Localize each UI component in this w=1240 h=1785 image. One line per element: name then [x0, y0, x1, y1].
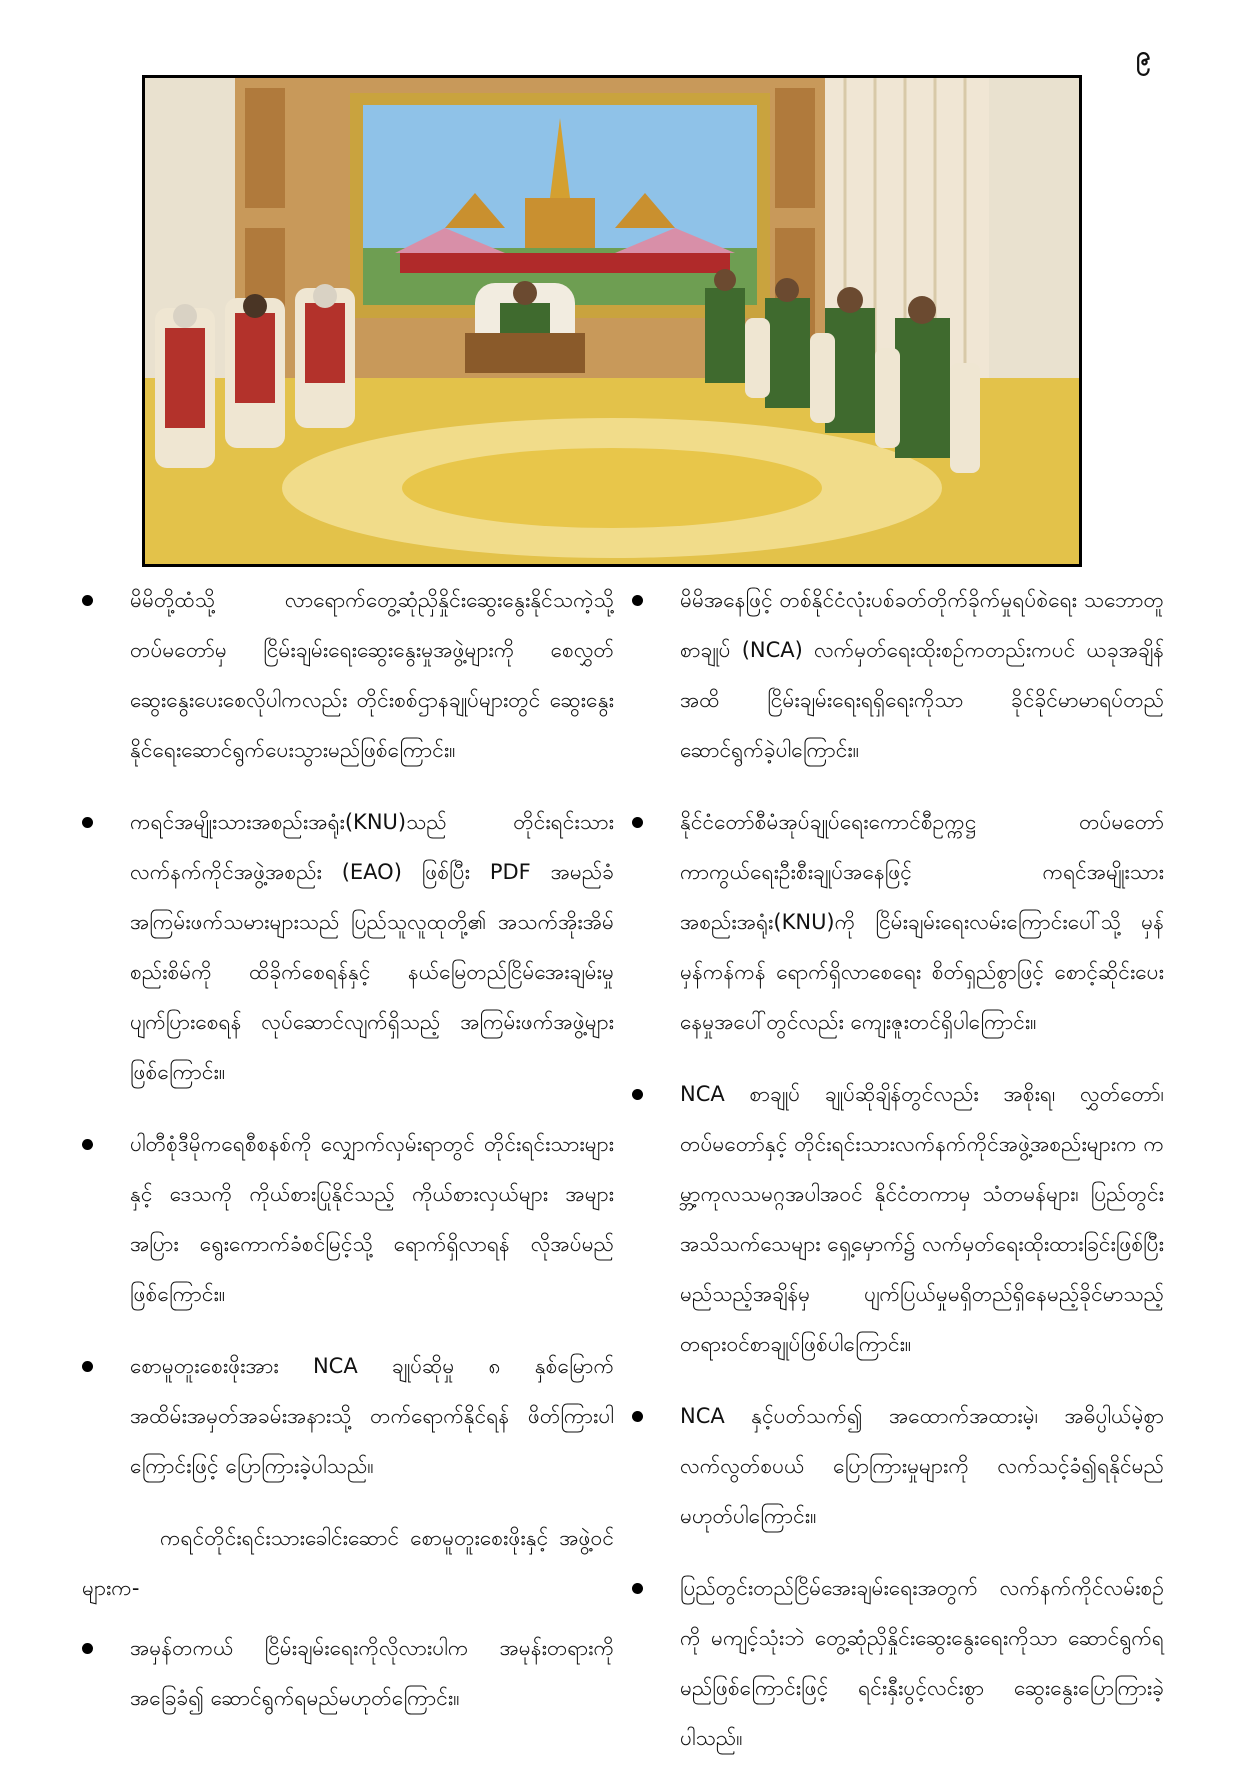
meeting-illustration [145, 78, 1079, 564]
bullet-icon [632, 1411, 643, 1422]
bullet-icon [82, 1361, 93, 1372]
bullet-icon [632, 1089, 643, 1100]
page-number: ၉ [1136, 41, 1151, 71]
list-item: မိမိအနေဖြင့် တစ်နိုင်ငံလုံးပစ်ခတ်တိုက်ခိုက်မှုရပ်စဲရေး သဘောတူစာချုပ် (NCA) လက်မှတ်ရေးထိုးစဉ်ကတည်းကပင် ယခုအချိန်အထိ ငြိမ်းချမ်းရေးရရှိရေးကိုသာ ခိုင်ခိုင်မာမာရပ်တည်ဆောင်ရွက်ခဲ့ပါကြောင်း။ [632, 575, 1164, 775]
list-item: ကရင်အမျိုးသားအစည်းအရုံး(KNU)သည် တိုင်းရင်းသားလက်နက်ကိုင်အဖွဲ့အစည်း (EAO) ဖြစ်ပြီး PDF အမည်ခံ အကြမ်းဖက်သမားများသည် ပြည်သူလူထုတို့၏ အသက်အိုးအိမ်စည်းစိမ်ကို ထိခိုက်စေရန်နှင့် နယ်မြေတည်ငြိမ်အေးချမ်းမှုပျက်ပြားစေရန် လုပ်ဆောင်လျက်ရှိသည့် အကြမ်းဖက်အဖွဲ့များဖြစ်ကြောင်း။ [82, 797, 614, 1097]
list-item: နိုင်ငံတော်စီမံအုပ်ချုပ်ရေးကောင်စီဥက္ကဋ္ဌ တပ်မတော်ကာကွယ်ရေးဦးစီးချုပ်အနေဖြင့် ကရင်အမျိုးသားအစည်းအရုံး(KNU)ကို ငြိမ်းချမ်းရေးလမ်းကြောင်းပေါ်သို့ မှန်မှန်ကန်ကန် ရောက်ရှိလာစေရေး စိတ်ရှည်စွာဖြင့် စောင့်ဆိုင်းပေးနေမှုအပေါ်တွင်လည်း ကျေးဇူးတင်ရှိပါကြောင်း။ [632, 797, 1164, 1047]
list-item: NCA စာချုပ် ချုပ်ဆိုချိန်တွင်လည်း အစိုးရ၊ လွှတ်တော်၊ တပ်မတော်နှင့် တိုင်းရင်းသားလက်နက်ကိုင်အဖွဲ့အစည်းများက ကမ္ဘာ့ကုလသမဂ္ဂအပါအဝင် နိုင်ငံတကာမှ သံတမန်များ၊ ပြည်တွင်းအသိသက်သေများ ရှေ့မှောက်၌ လက်မှတ်ရေးထိုးထားခြင်းဖြစ်ပြီး မည်သည့်အချိန်မှ ပျက်ပြယ်မှုမရှိတည်ရှိနေမည့်ခိုင်မာသည့် တရားဝင်စာချုပ်ဖြစ်ပါကြောင်း။ [632, 1069, 1164, 1369]
list-item: စောမူတူးစေးဖိုးအား NCA ချုပ်ဆိုမှု ၈ နှစ်မြောက် အထိမ်းအမှတ်အခမ်းအနားသို့ တက်ရောက်နိုင်ရန် ဖိတ်ကြားပါကြောင်းဖြင့် ပြောကြားခဲ့ပါသည်။ [82, 1341, 614, 1491]
meeting-photo [142, 75, 1082, 567]
bullet-icon [632, 595, 643, 606]
bullet-icon [82, 595, 93, 606]
bullet-icon [82, 1643, 93, 1654]
bullet-icon [632, 817, 643, 828]
intro-paragraph: ကရင်တိုင်းရင်းသားခေါင်းဆောင် စောမူတူးစေးဖိုးနှင့် အဖွဲ့ဝင်များက- [82, 1526, 614, 1600]
list-item: ပါတီစုံဒီမိုကရေစီစနစ်ကို လျှောက်လှမ်းရာတွင် တိုင်းရင်းသားများနှင့် ဒေသကို ကိုယ်စားပြုနိုင်သည့် ကိုယ်စားလှယ်များ အများအပြား ရွေးကောက်ခံစင်မြင့်သို့ ရောက်ရှိလာရန် လိုအပ်မည်ဖြစ်ကြောင်း။ [82, 1119, 614, 1319]
bullet-icon [82, 817, 93, 828]
list-item: မိမိတို့ထံသို့ လာရောက်တွေ့ဆုံညှိနှိုင်းဆွေးနွေးနိုင်သကဲ့သို့ တပ်မတော်မှ ငြိမ်းချမ်းရေးဆွေးနွေးမှုအဖွဲ့များကို စေလွှတ်ဆွေးနွေးပေးစေလိုပါကလည်း တိုင်းစစ်ဌာနချုပ်များတွင် ဆွေးနွေးနိုင်ရေးဆောင်ရွက်ပေးသွားမည်ဖြစ်ကြောင်း။ [82, 575, 614, 775]
bullet-icon [632, 1583, 643, 1594]
list-item: ပြည်တွင်းတည်ငြိမ်အေးချမ်းရေးအတွက် လက်နက်ကိုင်လမ်းစဉ်ကို မကျင့်သုံးဘဲ တွေ့ဆုံညှိနှိုင်းဆွေးနွေးရေးကိုသာ ဆောင်ရွက်ရမည်ဖြစ်ကြောင်းဖြင့် ရင်းနှီးပွင့်လင်းစွာ ဆွေးနွေးပြောကြားခဲ့ပါသည်။ [632, 1563, 1164, 1763]
right-column [632, 575, 1164, 1785]
bullet-icon [82, 1139, 93, 1150]
list-item: အမှန်တကယ် ငြိမ်းချမ်းရေးကိုလိုလားပါက အမုန်းတရားကို အခြေခံ၍ ဆောင်ရွက်ရမည်မဟုတ်ကြောင်း။ [82, 1623, 614, 1723]
left-column [82, 575, 614, 1745]
list-item: NCA နှင့်ပတ်သက်၍ အထောက်အထားမဲ့၊ အဓိပ္ပါယ်မဲ့စွာ လက်လွတ်စပယ် ပြောကြားမှုများကို လက်သင့်ခံ၍ရနိုင်မည်မဟုတ်ပါကြောင်း။ [632, 1391, 1164, 1541]
